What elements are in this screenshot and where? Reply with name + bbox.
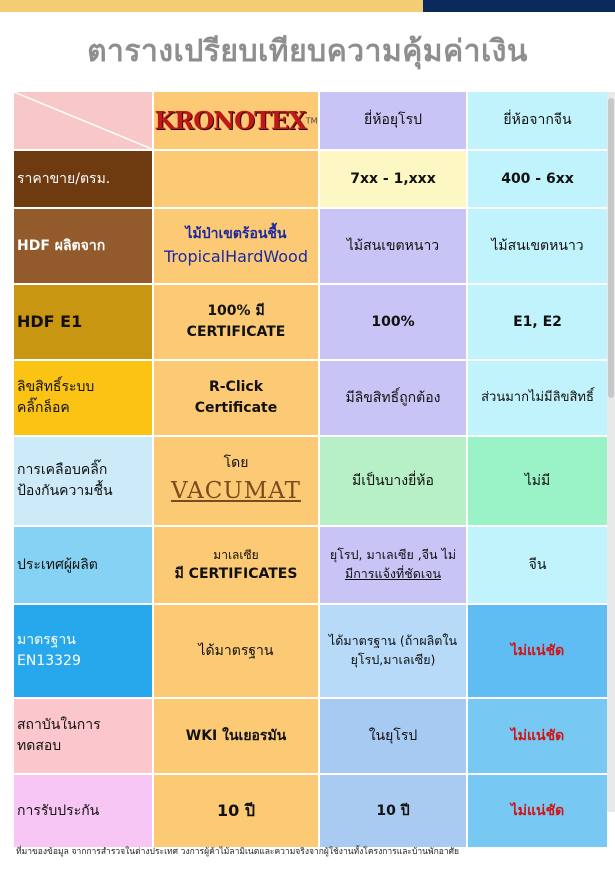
row-institute-europe: ในยุโรป — [320, 699, 466, 773]
row-click-china: ส่วนมากไม่มีลิขสิทธิ์ — [468, 361, 607, 435]
row-warranty-europe: 10 ปี — [320, 775, 466, 847]
row-hdf-source-brand: ไม้ป่าเขตร้อนชื้น TropicalHardWood — [154, 209, 318, 283]
row-standard-label: มาตรฐาน EN13329 — [14, 605, 152, 697]
page-title: ตารางเปรียบเทียบความคุ้มค่าเงิน — [87, 34, 528, 69]
row-warranty-label: การรับประกัน — [14, 775, 152, 847]
row-country-china: จีน — [468, 527, 607, 603]
row-click-europe: มีลิขสิทธิ์ถูกต้อง — [320, 361, 466, 435]
row-hdf-e1-brand: 100% มี CERTIFICATE — [154, 285, 318, 359]
top-navy-bar — [423, 0, 615, 12]
vacumat-wordmark: VACUMAT — [171, 478, 301, 505]
row-country-europe: ยุโรป, มาเลเซีย ,จีน ไม่ มีการแจ้งที่ชัดเจน — [320, 527, 466, 603]
comparison-table — [14, 92, 607, 847]
row-coating-brand: โดย VACUMAT — [154, 437, 318, 525]
row-hdf-e1-europe: 100% — [320, 285, 466, 359]
row-price-brand — [154, 151, 318, 207]
row-hdf-e1-china: E1, E2 — [468, 285, 607, 359]
row-coating-china: ไม่มี — [468, 437, 607, 525]
header-china-cell — [468, 92, 607, 149]
row-country-label: ประเทศผู้ผลิต — [14, 527, 152, 603]
row-click-label: ลิขสิทธิ์ระบบ คลิ๊กล็อค — [14, 361, 152, 435]
row-institute-brand: WKI ในเยอรมัน — [154, 699, 318, 773]
header-europe-cell — [320, 92, 466, 149]
row-hdf-source-china: ไม้สนเขตหนาว — [468, 209, 607, 283]
header-corner-cell — [14, 92, 152, 149]
diagonal-divider — [14, 92, 152, 149]
row-warranty-brand: 10 ปี — [154, 775, 318, 847]
row-hdf-e1-label: HDF E1 — [14, 285, 152, 359]
row-hdf-source-europe: ไม้สนเขตหนาว — [320, 209, 466, 283]
row-coating-label: การเคลือบคลิ๊ก ป้องกันความชื้น — [14, 437, 152, 525]
row-institute-china: ไม่แน่ชัด — [468, 699, 607, 773]
top-accent-bar — [0, 0, 615, 12]
row-institute-label: สถาบันในการ ทดสอบ — [14, 699, 152, 773]
row-standard-brand: ได้มาตรฐาน — [154, 605, 318, 697]
brand-logo: KRONOTEX™ — [154, 105, 318, 135]
row-price-china: 400 - 6xx — [468, 151, 607, 207]
row-country-brand: มาเลเซีย มี CERTIFICATES — [154, 527, 318, 603]
header-china-label: ยี่ห้อจากจีน — [503, 112, 572, 128]
source-footnote: ที่มาของข้อมูล จากการสำรวจในต่างประเทศ วงการผู้ค้าไม้ลามิเนตและความจริงจากผู้ใช้งานทั้งโครงการและบ้านพักอาศัย — [16, 847, 459, 857]
row-standard-china: ไม่แน่ชัด — [468, 605, 607, 697]
row-hdf-source-label: HDF ผลิตจาก — [14, 209, 152, 283]
scrollbar-thumb[interactable] — [608, 98, 614, 398]
row-warranty-china: ไม่แน่ชัด — [468, 775, 607, 847]
row-standard-europe: ได้มาตรฐาน (ถ้าผลิตใน ยุโรป,มาเลเซีย) — [320, 605, 466, 697]
row-price-europe: 7xx - 1,xxx — [320, 151, 466, 207]
scrollbar[interactable] — [607, 92, 615, 812]
header-europe-label: ยี่ห้อยุโรป — [364, 112, 422, 128]
row-coating-europe: มีเป็นบางยี่ห้อ — [320, 437, 466, 525]
header-brand-cell — [154, 92, 318, 149]
row-price-label: ราคาขาย/ตรม. — [14, 151, 152, 207]
row-click-brand: R-Click Certificate — [154, 361, 318, 435]
